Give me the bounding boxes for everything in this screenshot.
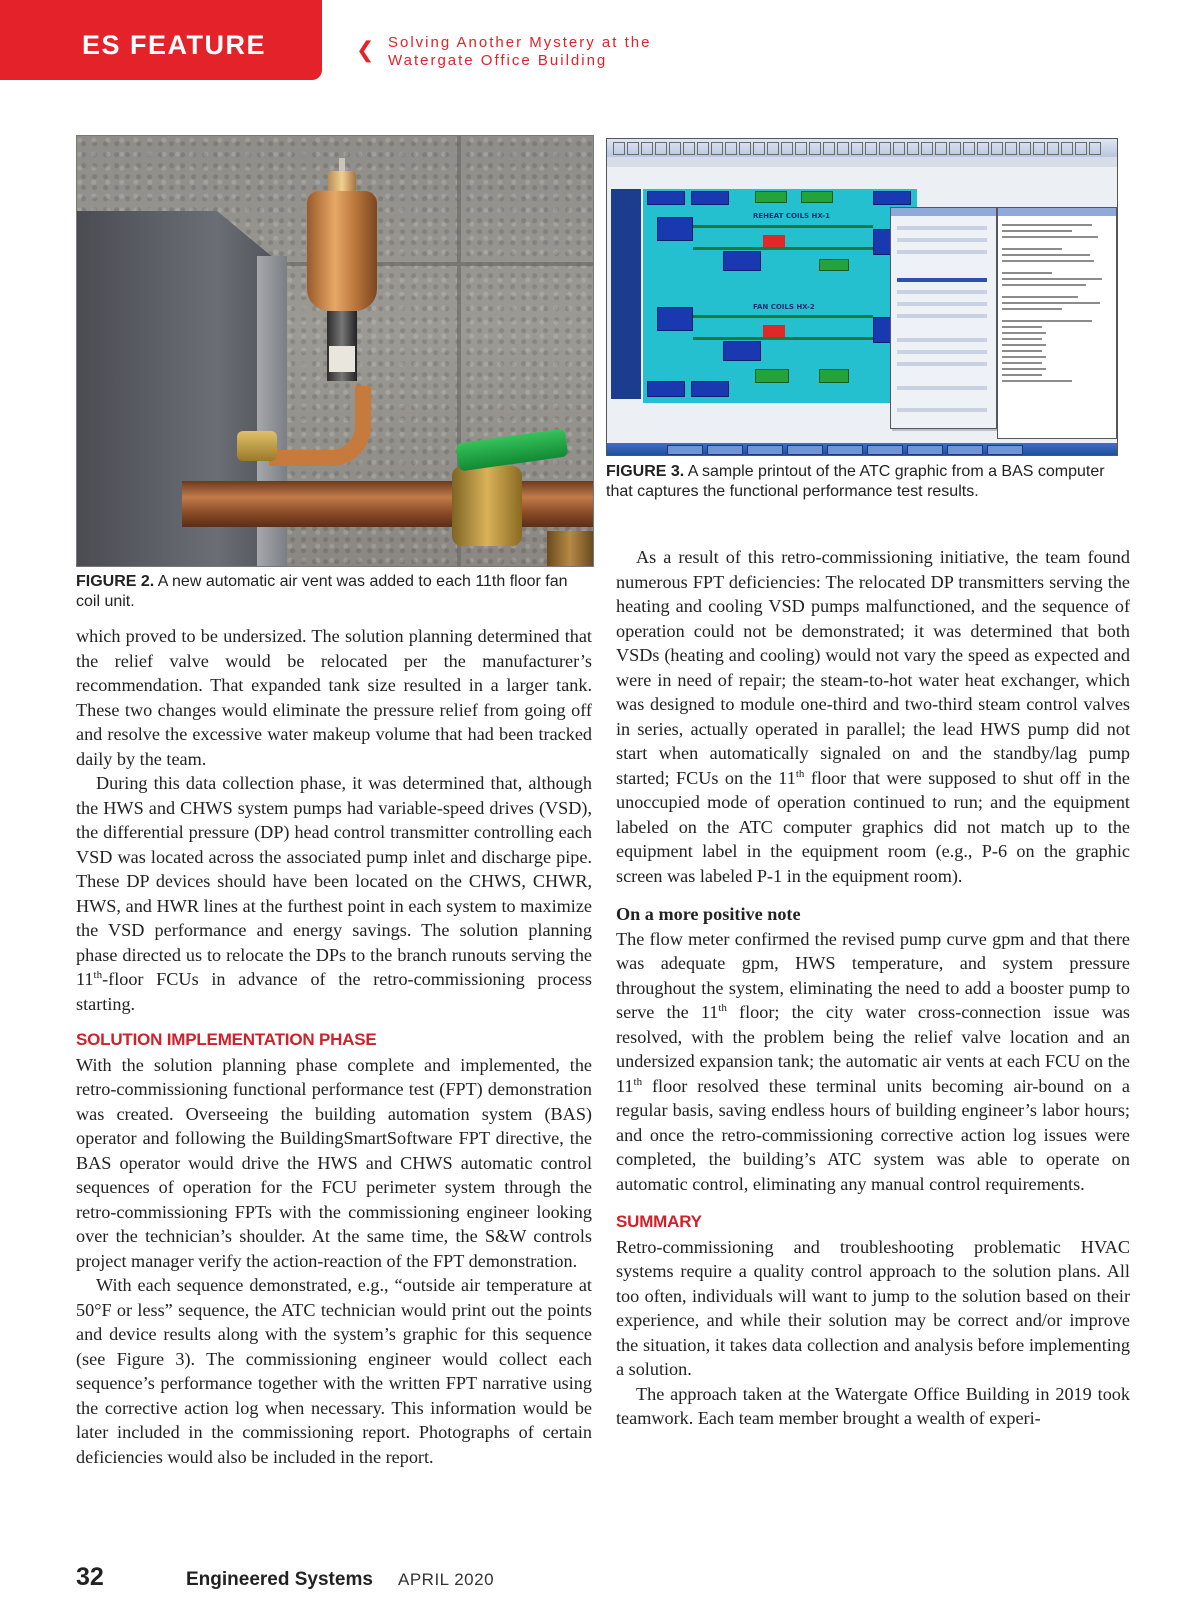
bas-trend-sidebar (611, 189, 641, 399)
copper-pipe (182, 481, 594, 527)
article-title-line2: Watergate Office Building (388, 52, 608, 69)
right-paragraph-2: The flow meter confirmed the revised pump curve gpm and that there was adequate gpm, HWS temperature, and system pressure throughout the system, eliminating the need to add a booster pump to serve the 11th floor; the city water cross-connection issue was resolved, with the problem being the relief valve location and an undersized expansion tank; the automatic air vents at each FCU on the 11th floor resolved these terminal units becoming air-bound on a regular basis, saving endless hours of building engineer’s labor hours; and once the retro-commissioning corrective action log issues were completed, the building’s ATC system was able to operate on automatic control, eliminating any manual control requirements. (616, 928, 1130, 1194)
article-title-line1: Solving Another Mystery at the (388, 34, 652, 51)
publication-name: Engineered Systems (186, 1569, 373, 1590)
bas-toolbar (607, 139, 1117, 157)
section-label: ES FEATURE (82, 30, 267, 60)
thread-tape (329, 346, 355, 372)
bas-taskbar (607, 443, 1117, 455)
figure2-caption-text: A new automatic air vent was added to each 11th floor fan coil unit. (76, 573, 568, 610)
bas-system-graphic (643, 189, 917, 403)
right-column (616, 545, 1130, 1431)
figure3-screenshot (606, 138, 1118, 456)
heading-positive-note: On a more positive note (616, 904, 801, 924)
chevron-left-icon[interactable]: ❮ (356, 38, 375, 63)
left-paragraph-2: During this data collection phase, it was determined that, although the HWS and CHWS system pumps had variable-speed drives (VSD), the differential pressure (DP) head control transmitter controlling each VSD was located across the associated pump inlet and discharge pipe. These DP devices should have been located on the CHWS, CHWR, HWS, and HWR lines at the furthest point in each system to maximize the VSD performance and energy savings. The solution planning phase directed us to relocate the DPs to the branch runouts serving the 11th-floor FCUs in advance of the retro-commissioning process starting. (76, 773, 592, 1014)
figure2-caption (76, 572, 592, 612)
figure2-label: FIGURE 2. (76, 573, 155, 590)
heading-solution-implementation: SOLUTION IMPLEMENTATION PHASE (76, 1030, 377, 1049)
section-tab (0, 0, 322, 80)
brass-fitting (237, 431, 277, 461)
right-paragraph-4: The approach taken at the Watergate Office Building in 2019 took teamwork. Each team member brought a wealth of experi- (616, 1383, 1130, 1428)
left-paragraph-3: With the solution planning phase complete and implemented, the retro-commissioning functional performance test (FPT) demonstration was created. Overseeing the building automation system (BAS) operator and following the BuildingSmartSoftware FPT directive, the BAS operator would drive the HWS and CHWS automatic control sequences of operation for the FCU perimeter system through the retro-commissioning FPTs with the commissioning engineer looking over the technician’s shoulder. At the same time, the S&W controls project manager verify the action-reaction of the FPT demonstration. (76, 1054, 592, 1271)
right-paragraph-1: As a result of this retro-commissioning initiative, the team found numerous FPT deficiencies: The relocated DP transmitters serving the heating and cooling VSD pumps malfunctioned, and the sequence of operation could not be demonstrated; it was determined that both VSDs (heating and cooling) would not vary the speed as expected and were in need of repair; the steam-to-hot water heat exchanger, which was designed to module one-third and two-third steam control valves in series, actually operated in parallel; the lead HWS pump did not start when automatically signaled on and the standby/lag pump started; FCUs on the 11th floor that were supposed to shut off in the unoccupied mode of operation continued to run; and the equipment labeled on the ATC computer graphics did not match up to the equipment label in the equipment room (e.g., P-6 on the graphic screen was labeled P-1 in the equipment room). (616, 547, 1130, 886)
reheat-coils-label: REHEAT COILS HX-1 (753, 212, 830, 220)
figure3-label: FIGURE 3. (606, 463, 685, 480)
right-paragraph-3: Retro-commissioning and troubleshooting problematic HVAC systems require a quality control approach to the solution plans. All too often, individuals will want to jump to the solution based on their experience, and while their solution may be correct and/or improve the situation, it takes data collection and analysis before implementing a solution. (616, 1236, 1130, 1379)
figure3-caption (606, 462, 1118, 502)
heading-summary: SUMMARY (616, 1212, 702, 1231)
left-paragraph-4: With each sequence demonstrated, e.g., “outside air temperature at 50°F or less” sequence, the ATC technician would print out the points and device results along with the system’s graphic for this sequence (see Figure 3). The commissioning engineer would collect each sequence’s performance together with the written FPT narrative using the corrective action log when necessary. This information would be later included in the commissioning report. Photographs of certain deficiencies would also be included in the report. (76, 1275, 592, 1467)
ball-valve-body (452, 466, 522, 546)
left-column (76, 624, 592, 1469)
figure3-caption-text: A sample printout of the ATC graphic from a BAS computer that captures the functional performance test results. (606, 463, 1105, 500)
pipe-fitting-right (547, 531, 593, 567)
bas-command-dialog (890, 207, 997, 429)
left-paragraph-1: which proved to be undersized. The solution planning determined that the relief valve would be relocated per the manufacturer’s recommendation. That expanded tank size resulted in a larger tank. These two changes would eliminate the pressure relief from going off and resolve the excessive water makeup volume that had been tracked daily by the team. (76, 626, 592, 769)
figure2-photo (76, 135, 594, 567)
copper-tube (269, 386, 371, 466)
fan-coils-label: FAN COILS HX-2 (753, 303, 815, 311)
page-number: 32 (76, 1563, 104, 1591)
issue-date: APRIL 2020 (398, 1570, 495, 1589)
article-title-link[interactable] (388, 34, 651, 70)
air-vent-body (307, 191, 377, 311)
bas-menubar (607, 157, 1117, 167)
bas-notepad-window (997, 207, 1117, 439)
